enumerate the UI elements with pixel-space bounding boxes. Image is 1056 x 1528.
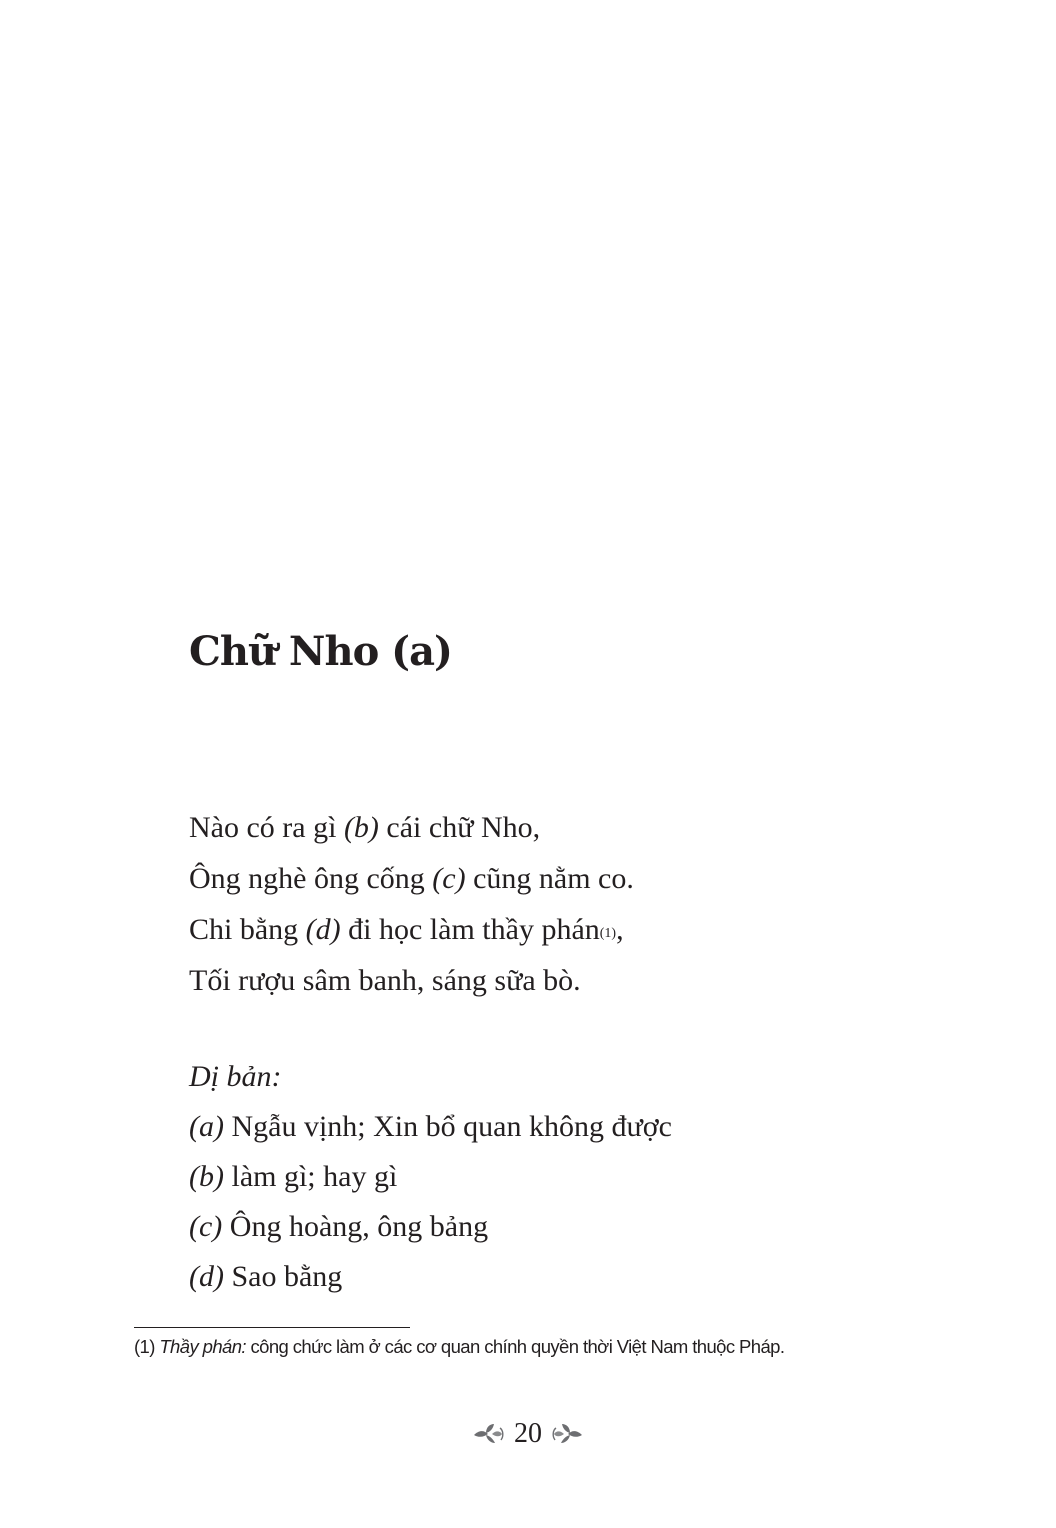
line-text: cũng nằm co. <box>465 862 634 895</box>
line-text: Ông nghè ông cống <box>189 862 433 895</box>
footnote-term: Thầy phán: <box>159 1336 246 1357</box>
variant-marker: (a) <box>189 1110 224 1143</box>
footnote-divider <box>134 1327 410 1328</box>
line-text: cái chữ Nho, <box>378 811 541 844</box>
variant-text: Sao bằng <box>223 1260 343 1293</box>
variant-text: Ngẫu vịnh; Xin bổ quan không được <box>223 1110 672 1143</box>
footnote <box>134 1336 784 1358</box>
variant-marker: (d) <box>305 913 341 946</box>
footnote-reference: (1) <box>599 926 617 941</box>
variant-text: Ông hoàng, ông bảng <box>222 1210 489 1243</box>
line-text: Tối rượu sâm banh, sáng sữa bò. <box>189 964 581 997</box>
page-footer <box>0 1418 1056 1450</box>
line-text: Chi bằng <box>189 913 306 946</box>
variant-item <box>189 1152 672 1202</box>
variant-item <box>189 1252 672 1302</box>
footnote-number: (1) <box>134 1336 160 1357</box>
poem-title: Chữ Nho (a) <box>189 628 452 675</box>
variant-marker: (d) <box>189 1260 224 1293</box>
floral-ornament-right-icon <box>548 1422 584 1446</box>
variants-heading: Dị bản: <box>189 1060 282 1093</box>
variant-item <box>189 1202 672 1252</box>
variants-section <box>189 1052 672 1302</box>
variant-marker: (c) <box>432 862 466 895</box>
variant-marker: (c) <box>189 1210 223 1243</box>
line-text: , <box>616 913 624 946</box>
footnote-text: công chức làm ở các cơ quan chính quyền thời Việt Nam thuộc Pháp. <box>245 1336 785 1357</box>
page-number: 20 <box>514 1418 542 1449</box>
variant-text: làm gì; hay gì <box>223 1160 398 1193</box>
poem-line <box>189 955 634 1006</box>
line-text: Nào có ra gì <box>189 811 344 844</box>
poem-line <box>189 802 634 853</box>
floral-ornament-left-icon <box>472 1422 508 1446</box>
poem-line <box>189 853 634 904</box>
poem-line <box>189 904 634 955</box>
variant-marker: (b) <box>189 1160 224 1193</box>
poem-body <box>189 802 634 1006</box>
variant-item <box>189 1102 672 1152</box>
variant-marker: (b) <box>343 811 379 844</box>
line-text: đi học làm thầy phán <box>340 913 600 946</box>
